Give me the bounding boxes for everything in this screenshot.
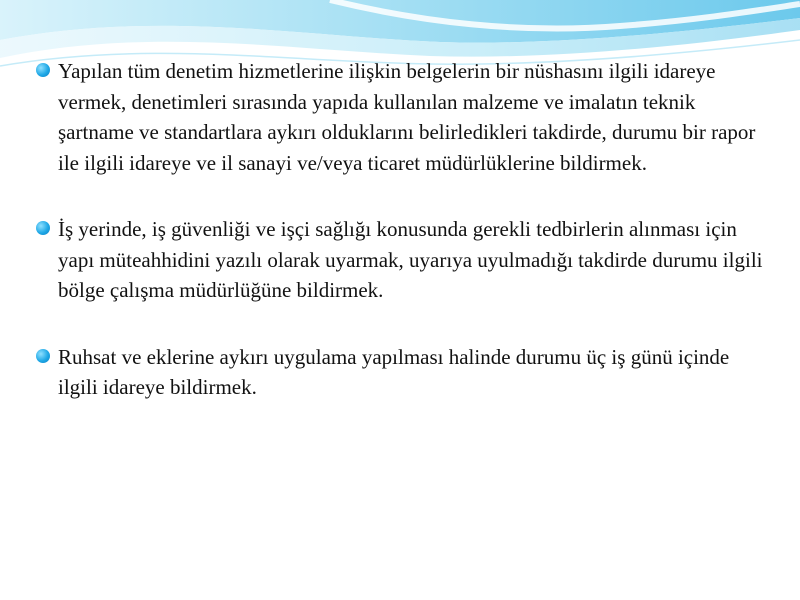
- bullet-item: [36, 56, 766, 178]
- bullet-text: Yapılan tüm denetim hizmetlerine ilişkin belgelerin bir nüshasını ilgili idareye vermek, denetimleri sırasında yapıda kullanılan malzeme ve imalatın teknik şartname ve standartlara aykırı olduklarını belirledikleri takdirde, durumu bir rapor ile ilgili idareye ve il sanayi ve/veya ticaret müdürlüklerine bildirmek.: [58, 59, 756, 175]
- bullet-dot-icon: [36, 221, 50, 235]
- bullet-text: İş yerinde, iş güvenliği ve işçi sağlığı konusunda gerekli tedbirlerin alınması için yapı müteahhidini yazılı olarak uyarmak, uyarıya uyulmadığı takdirde durumu ilgili bölge çalışma müdürlüğüne bildirmek.: [58, 217, 763, 302]
- bullet-dot-icon: [36, 349, 50, 363]
- bullet-dot-icon: [36, 63, 50, 77]
- bullet-item: [36, 342, 766, 403]
- bullet-text: Ruhsat ve eklerine aykırı uygulama yapılması halinde durumu üç iş günü içinde ilgili idareye bildirmek.: [58, 344, 730, 399]
- bullet-item: [36, 214, 766, 306]
- bullet-list: [36, 56, 766, 403]
